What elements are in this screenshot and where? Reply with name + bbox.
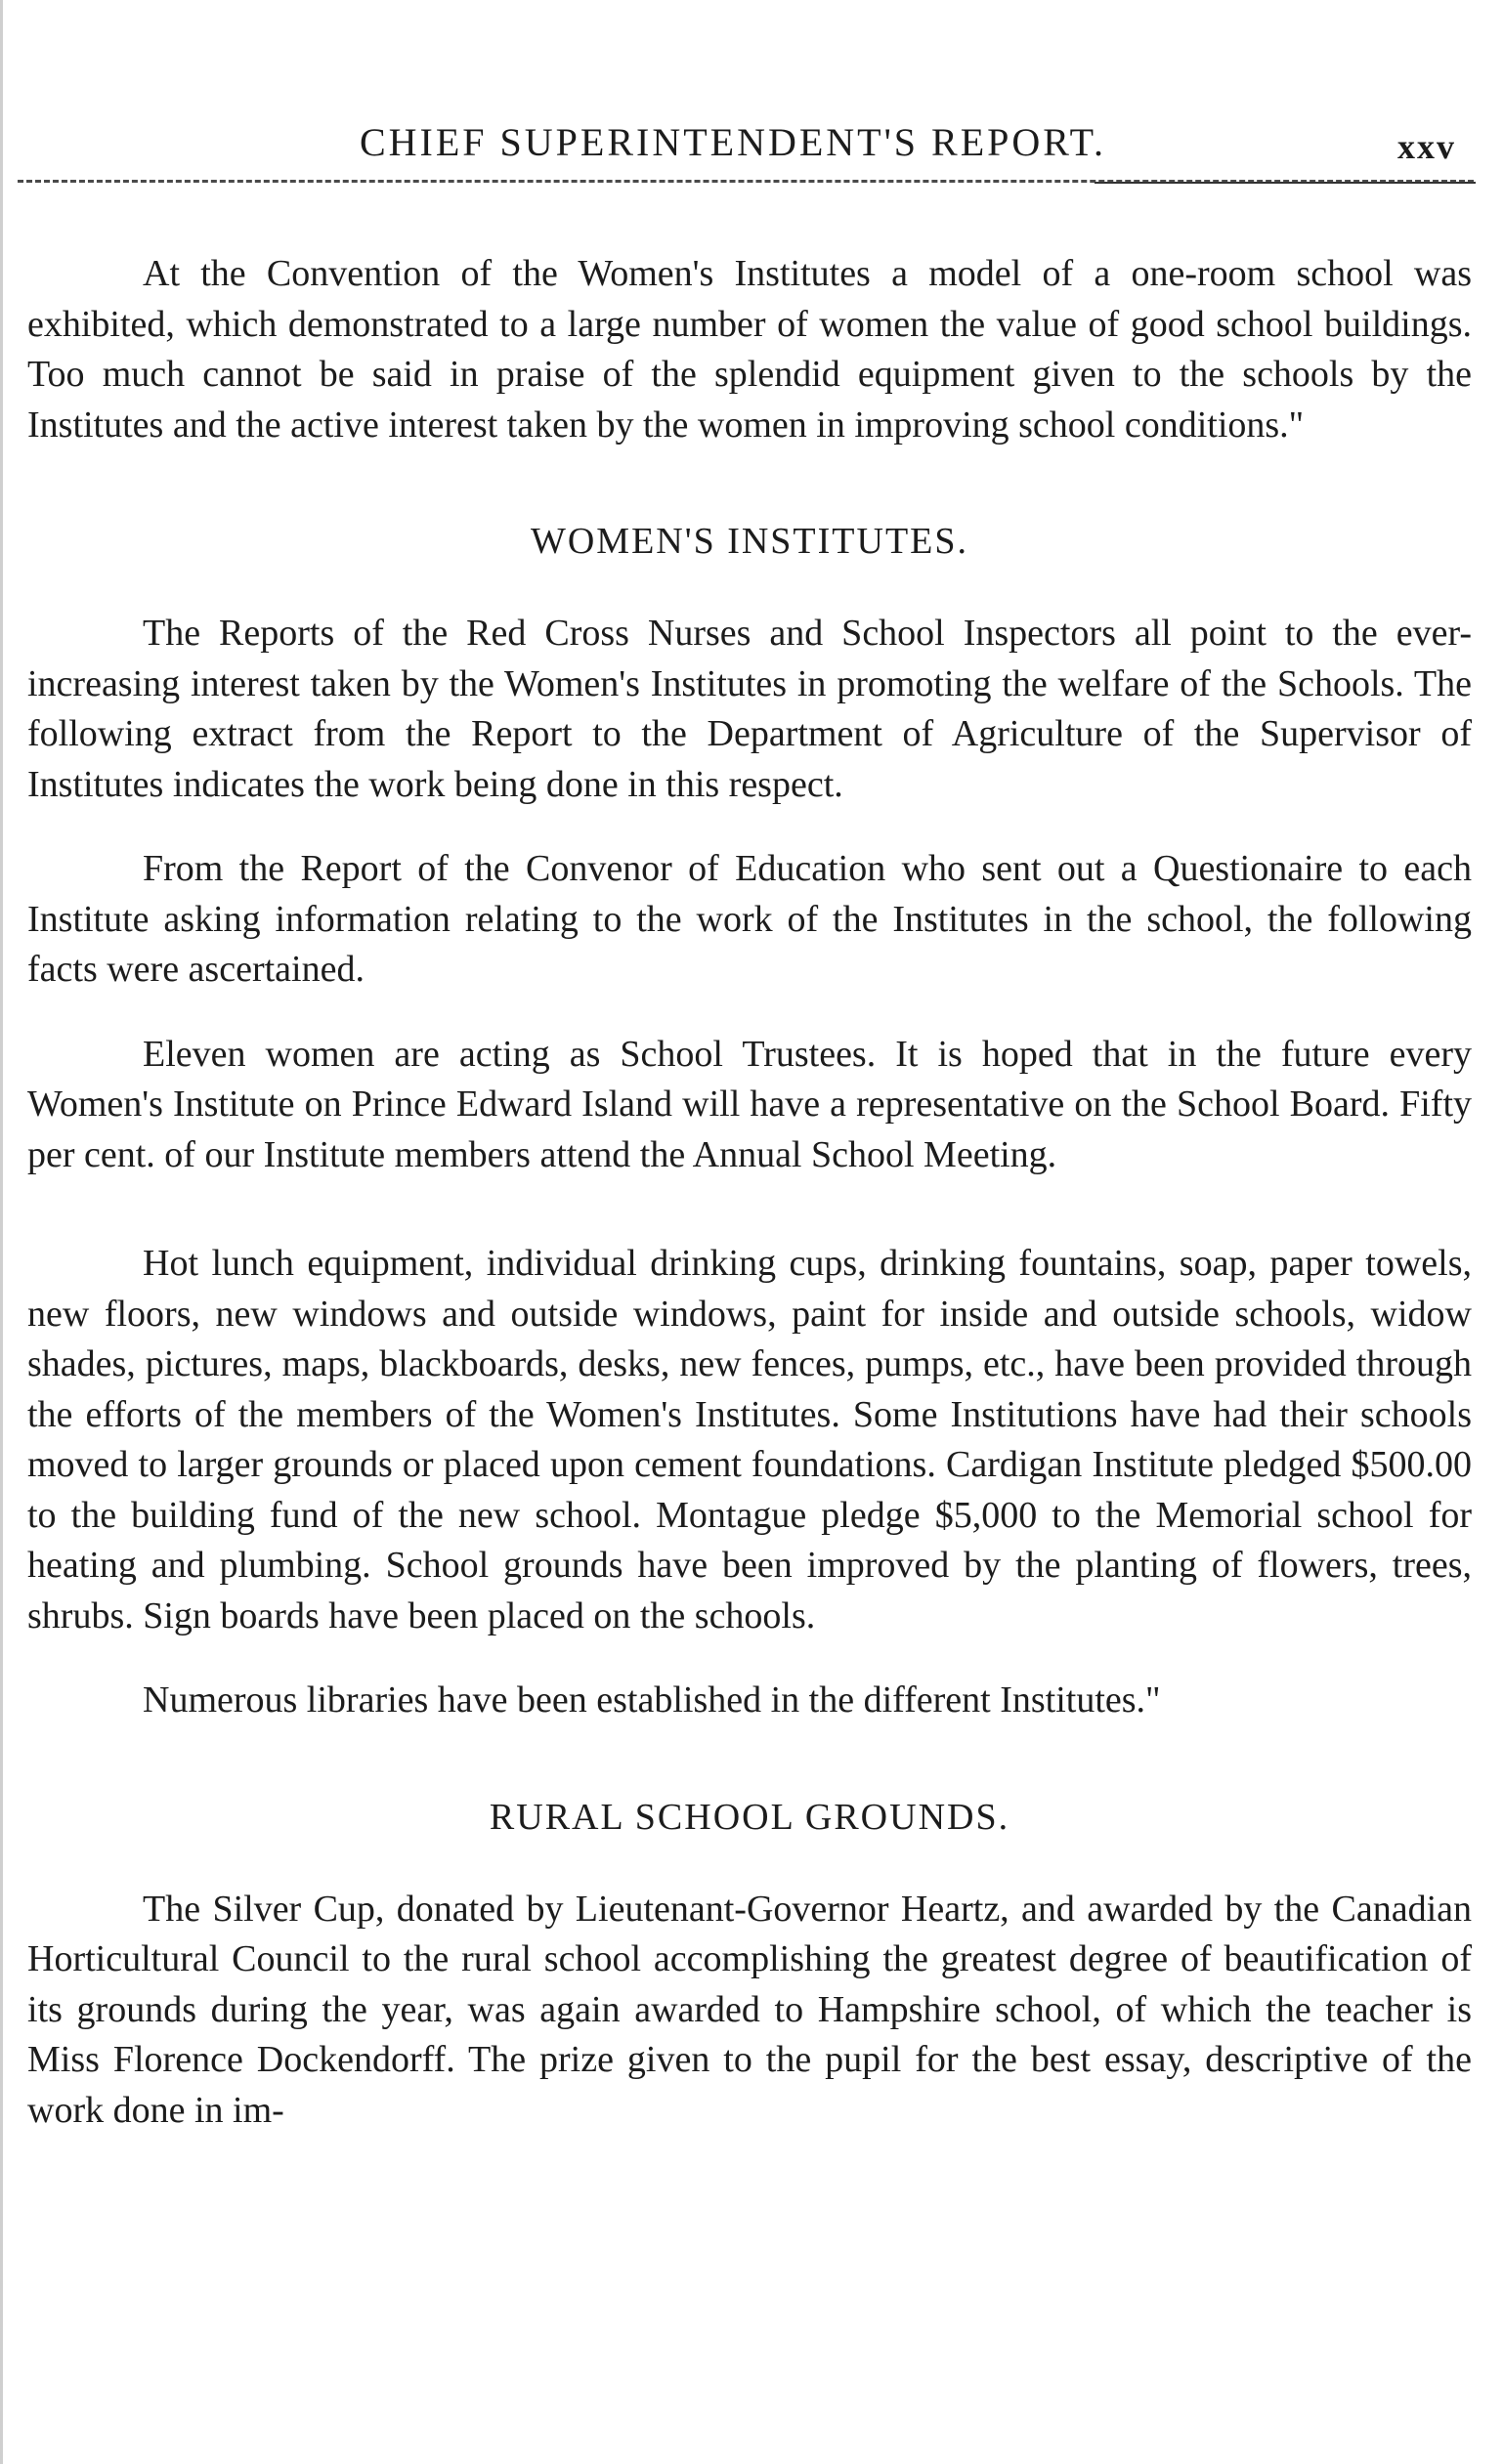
running-head: CHIEF SUPERINTENDENT'S REPORT.	[359, 120, 1107, 164]
section-heading-womens-institutes: WOMEN'S INSTITUTES.	[530, 521, 969, 562]
spacer	[27, 1842, 1472, 1885]
womens-institutes-paragraph: From the Report of the Convenor of Education who sent out a Questionaire to each Institute asking information relating to the work of the Institutes in the school, the following facts were ascertained.	[27, 848, 1472, 990]
page-header	[0, 115, 1503, 174]
page-edge	[0, 0, 3, 2464]
womens-institutes-paragraph: Numerous libraries have been established in the different Institutes."	[143, 1679, 1161, 1721]
spacer	[27, 1726, 1472, 1793]
spacer	[27, 810, 1472, 844]
womens-institutes-paragraph: Eleven women are acting as School Trustees. It is hoped that in the future every Women's Institute on Prince Edward Island will have a representative on the School Board. Fifty per cent. of our Institute members attend the Annual School Meeting.	[27, 1033, 1472, 1175]
header-rule-solid	[1095, 182, 1476, 184]
womens-institutes-paragraph: Hot lunch equipment, individual drinking cups, drinking fountains, soap, paper towels, new floors, new windows and outside windows, paint for inside and outside schools, widow shades, pictures, maps, blackboards, desks, new fences, pumps, etc., have been provided through the efforts of the members of the Women's Institutes. Some Institutions have had their schools moved to larger grounds or placed upon cement foundations. Cardigan Institute pledged $500.00 to the building fund of the new school. Montague pledge $5,000 to the Memorial school for heating and plumbing. School grounds have been improved by the planting of flowers, trees, shrubs. Sign boards have been placed on the schools.	[27, 1243, 1472, 1636]
womens-institutes-paragraph: The Reports of the Red Cross Nurses and School Inspectors all point to the ever-increasing interest taken by the Women's Institutes in promoting the welfare of the Schools. The following extract from the Report to the Department of Agriculture of the Supervisor of Institutes indicates the work being done in this respect.	[27, 613, 1472, 805]
spacer	[27, 450, 1472, 517]
intro-paragraph: At the Convention of the Women's Institutes a model of a one-room school was exhibited, which demonstrated to a large number of women the value of good school buildings. Too much cannot be said in praise of the splendid equipment given to the schools by the Institutes and the active interest taken by the women in improving school conditions."	[27, 253, 1472, 446]
rural-school-grounds-paragraph: The Silver Cup, donated by Lieutenant-Governor Heartz, and awarded by the Canadian Horticultural Council to the rural school accomplishing the greatest degree of beautification of its grounds during the year, was again awarded to Hampshire school, of which the teacher is Miss Florence Dockendorff. The prize given to the pupil for the best essay, descriptive of the work done in im-	[27, 1888, 1472, 2131]
spacer	[27, 566, 1472, 609]
spacer	[27, 1641, 1472, 1676]
page-body	[27, 249, 1472, 2136]
section-heading-rural-school-grounds: RURAL SCHOOL GROUNDS.	[489, 1796, 1010, 1838]
page-number: xxv	[1397, 127, 1456, 166]
spacer	[27, 1180, 1472, 1239]
spacer	[27, 996, 1472, 1030]
